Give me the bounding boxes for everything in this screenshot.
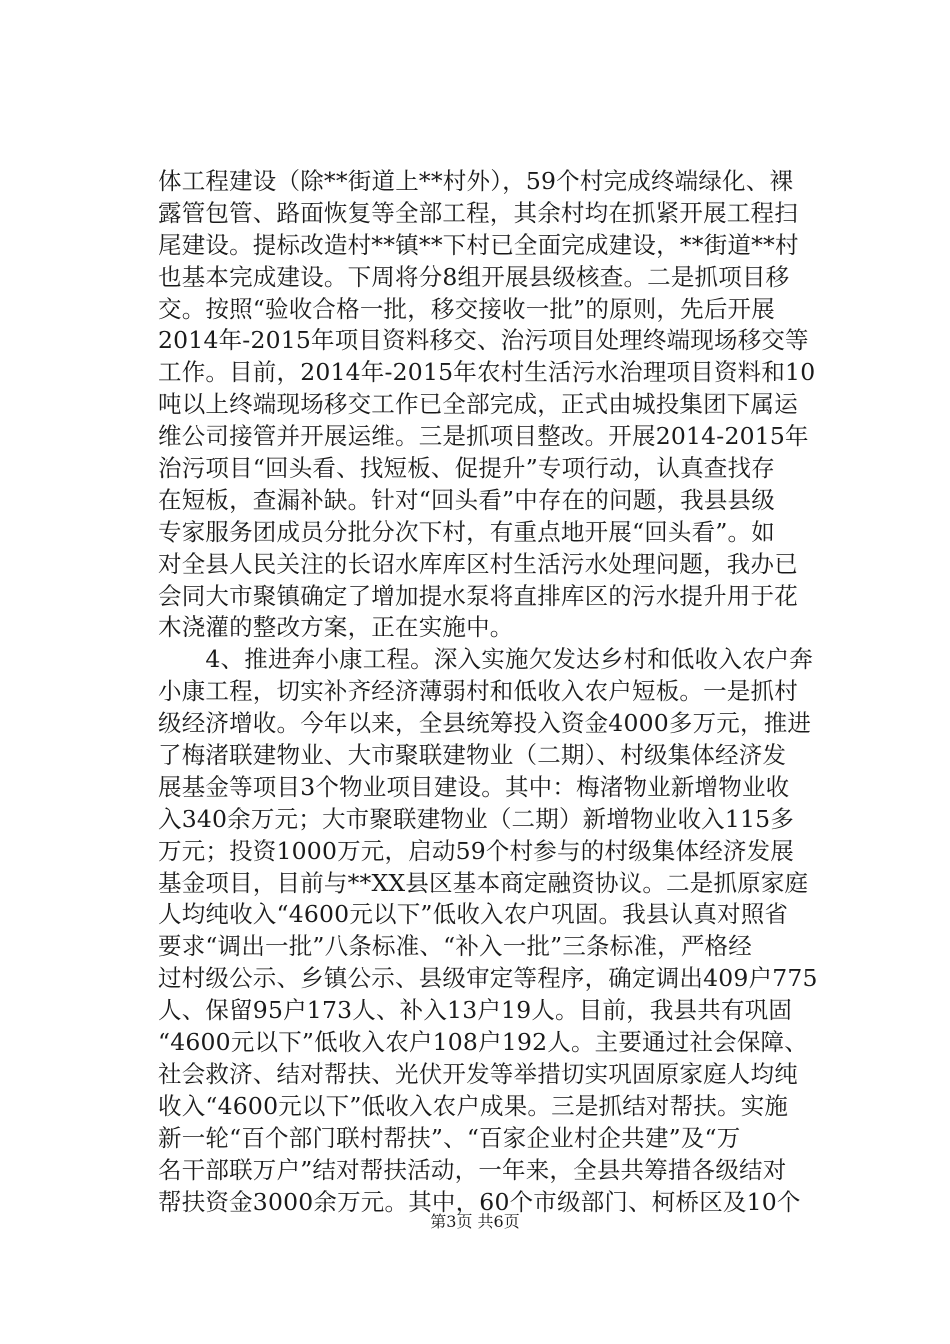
- text-line: “4600元以下”低收入农户108户192人。主要通过社会保障、: [158, 1028, 808, 1057]
- text-line: 尾建设。提标改造村**镇**下村已全面完成建设，**街道**村: [158, 230, 799, 259]
- text-line: 社会救济、结对帮扶、光伏开发等举措切实巩固原家庭人均纯: [158, 1059, 798, 1088]
- text-line: 新一轮“百个部门联村帮扶”、“百家企业村企共建”及“万: [158, 1123, 741, 1152]
- body-text: [158, 166, 838, 1218]
- text-line: 收入“4600元以下”低收入农户成果。三是抓结对帮扶。实施: [158, 1091, 789, 1120]
- text-line: 会同大市聚镇确定了增加提水泵将直排库区的污水提升用于花: [158, 581, 798, 610]
- text-line: 展基金等项目3个物业项目建设。其中：梅渚物业新增物业收: [158, 772, 790, 801]
- text-line: 万元；投资1000万元，启动59个村参与的村级集体经济发展: [158, 836, 795, 865]
- text-line: 小康工程，切实补齐经济薄弱村和低收入农户短板。一是抓村: [158, 677, 798, 706]
- text-line: 入340余万元；大市聚联建物业（二期）新增物业收入115多: [158, 804, 795, 833]
- text-line: 人均纯收入“4600元以下”低收入农户巩固。我县认真对照省: [158, 900, 789, 929]
- text-line: 交。按照“验收合格一批，移交接收一批”的原则，先后开展: [158, 294, 775, 323]
- text-line: 维公司接管并开展运维。三是抓项目整改。开展2014-2015年: [158, 422, 809, 451]
- text-line: 要求“调出一批”八条标准、“补入一批”三条标准，严格经: [158, 932, 752, 961]
- text-line: 2014年-2015年项目资料移交、治污项目处理终端现场移交等: [158, 326, 809, 355]
- text-line: 专家服务团成员分批分次下村，有重点地开展“回头看”。如: [158, 517, 775, 546]
- text-line: 吨以上终端现场移交工作已全部完成，正式由城投集团下属运: [158, 390, 798, 419]
- text-line: 体工程建设（除**街道上**村外），59个村完成终端绿化、裸: [158, 167, 794, 195]
- text-line: 名干部联万户”结对帮扶活动，一年来，全县共筹措各级结对: [158, 1155, 787, 1184]
- text-line: 对全县人民关注的长诏水库库区村生活污水处理问题，我办已: [158, 549, 798, 578]
- text-line: 4、推进奔小康工程。深入实施欠发达乡村和低收入农户奔: [158, 645, 814, 674]
- text-line: 级经济增收。今年以来，全县统筹投入资金4000多万元，推进: [158, 709, 812, 738]
- text-line: 基金项目，目前与**XX县区基本商定融资协议。二是抓原家庭: [158, 868, 809, 897]
- text-line: 在短板，查漏补缺。针对“回头看”中存在的问题，我县县级: [158, 485, 775, 514]
- text-line: 露管包管、路面恢复等全部工程，其余村均在抓紧开展工程扫: [158, 198, 798, 227]
- text-line: 木浇灌的整改方案，正在实施中。: [158, 613, 514, 642]
- text-line: 也基本完成建设。下周将分8组开展县级核查。二是抓项目移: [158, 262, 790, 291]
- text-line: 治污项目“回头看、找短板、促提升”专项行动，认真查找存: [158, 454, 775, 483]
- text-line: 了梅渚联建物业、大市聚联建物业（二期）、村级集体经济发: [158, 741, 787, 770]
- text-line: 帮扶资金3000余万元。其中，60个市级部门、柯桥区及10个: [158, 1187, 801, 1216]
- page-footer: 第3页 共6页: [430, 1212, 520, 1231]
- text-line: 工作。目前，2014年-2015年农村生活污水治理项目资料和10: [158, 358, 816, 387]
- text-line: 过村级公示、乡镇公示、县级审定等程序，确定调出409户775: [158, 964, 818, 993]
- text-line: 人、保留95户173人、补入13户19人。目前，我县共有巩固: [158, 996, 793, 1025]
